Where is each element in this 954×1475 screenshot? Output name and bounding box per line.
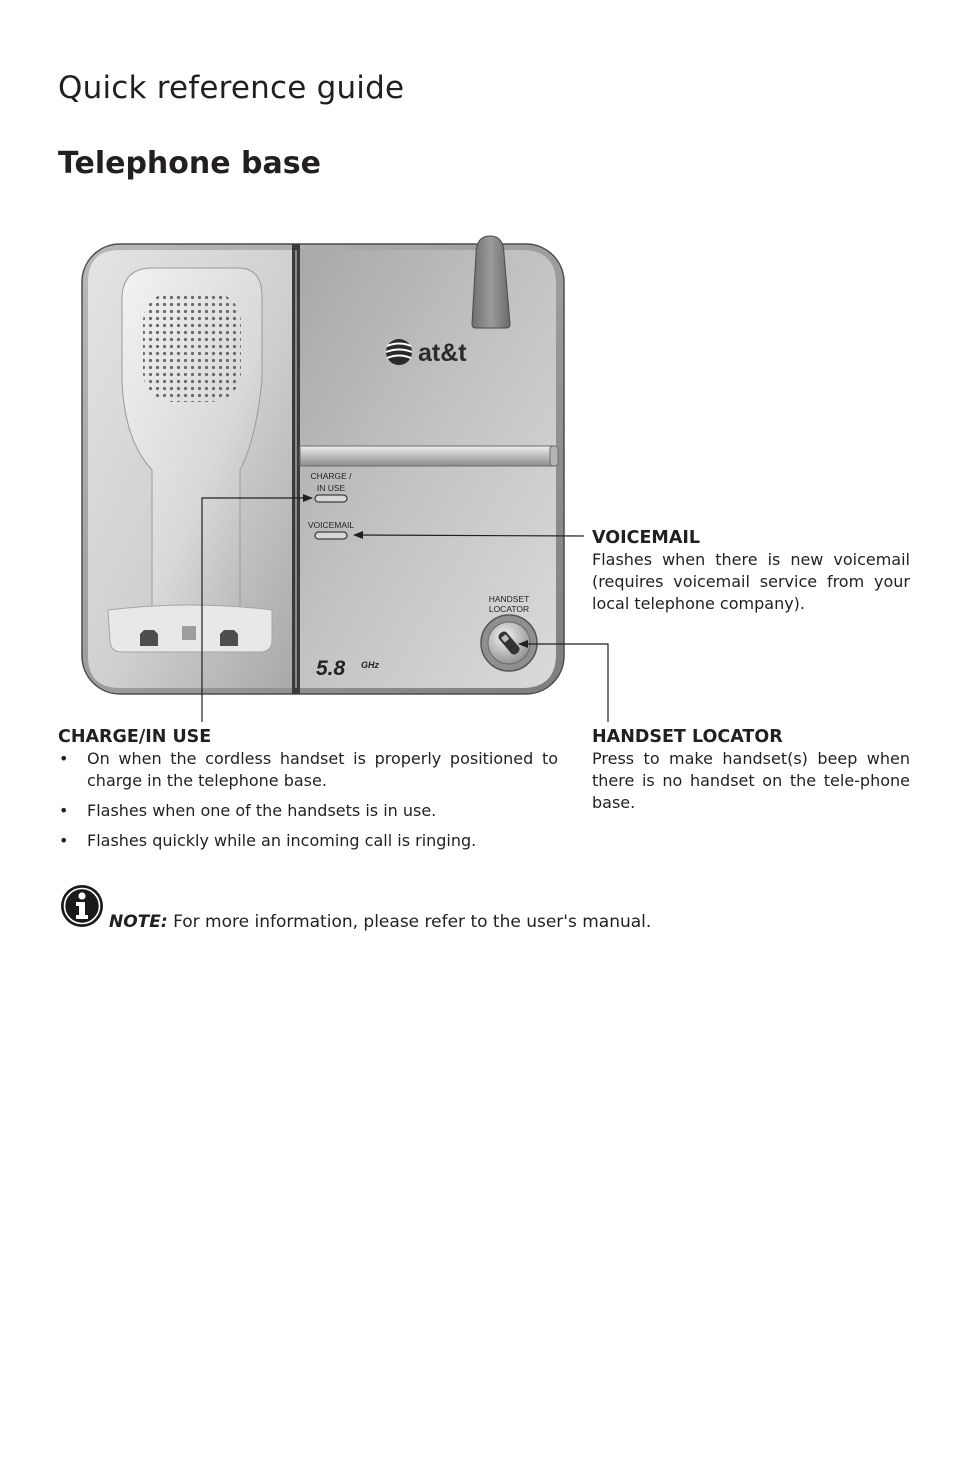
voicemail-callout: [592, 527, 910, 615]
charge-led-label-line2: IN USE: [316, 483, 346, 493]
charge-contact-right: [220, 630, 238, 646]
frequency-unit: GHz: [361, 660, 379, 670]
locator-label-line1: HANDSET: [488, 594, 530, 604]
info-icon: [60, 884, 104, 928]
center-slot: [182, 626, 196, 640]
frequency-value: 5.8: [316, 657, 346, 680]
list-item: • On when the cordless handset is properly positioned to charge in the telephone base.: [59, 749, 558, 790]
charge-led-label-line1: CHARGE /: [310, 471, 352, 481]
voicemail-led-label: VOICEMAIL: [307, 520, 355, 530]
speaker-grille: [143, 292, 241, 402]
voicemail-description: Flashes when there is new voicemail (requires voicemail service from your local telephone company).: [592, 550, 910, 613]
handset-locator-callout: [592, 726, 910, 814]
voicemail-led: [315, 532, 347, 539]
charge-in-use-heading: CHARGE/IN USE: [58, 727, 212, 747]
section-title: Telephone base: [58, 146, 321, 181]
note-label: NOTE:: [109, 912, 168, 932]
note-text: [109, 912, 651, 932]
list-item: • Flashes when one of the handsets is in use.: [59, 801, 437, 820]
charge-in-use-list: [58, 748, 558, 852]
charge-in-use-led: [315, 495, 347, 502]
handset-locator-heading: HANDSET LOCATOR: [592, 727, 783, 747]
brand-logo: at&t: [418, 339, 467, 367]
list-item: • Flashes quickly while an incoming call is ringing.: [59, 831, 477, 850]
charge-in-use-callout: [58, 726, 558, 860]
panel-bar: [300, 446, 556, 466]
handset-locator-description: Press to make handset(s) beep when there is no handset on the tele-phone base.: [592, 749, 910, 812]
note-block: [60, 884, 760, 944]
locator-label-line2: LOCATOR: [488, 604, 530, 614]
voicemail-heading: VOICEMAIL: [592, 528, 701, 548]
att-globe-icon: [386, 339, 412, 365]
page-title: Quick reference guide: [58, 70, 405, 106]
note-body: For more information, please refer to the user's manual.: [173, 912, 652, 932]
charge-contact-left: [140, 630, 158, 646]
